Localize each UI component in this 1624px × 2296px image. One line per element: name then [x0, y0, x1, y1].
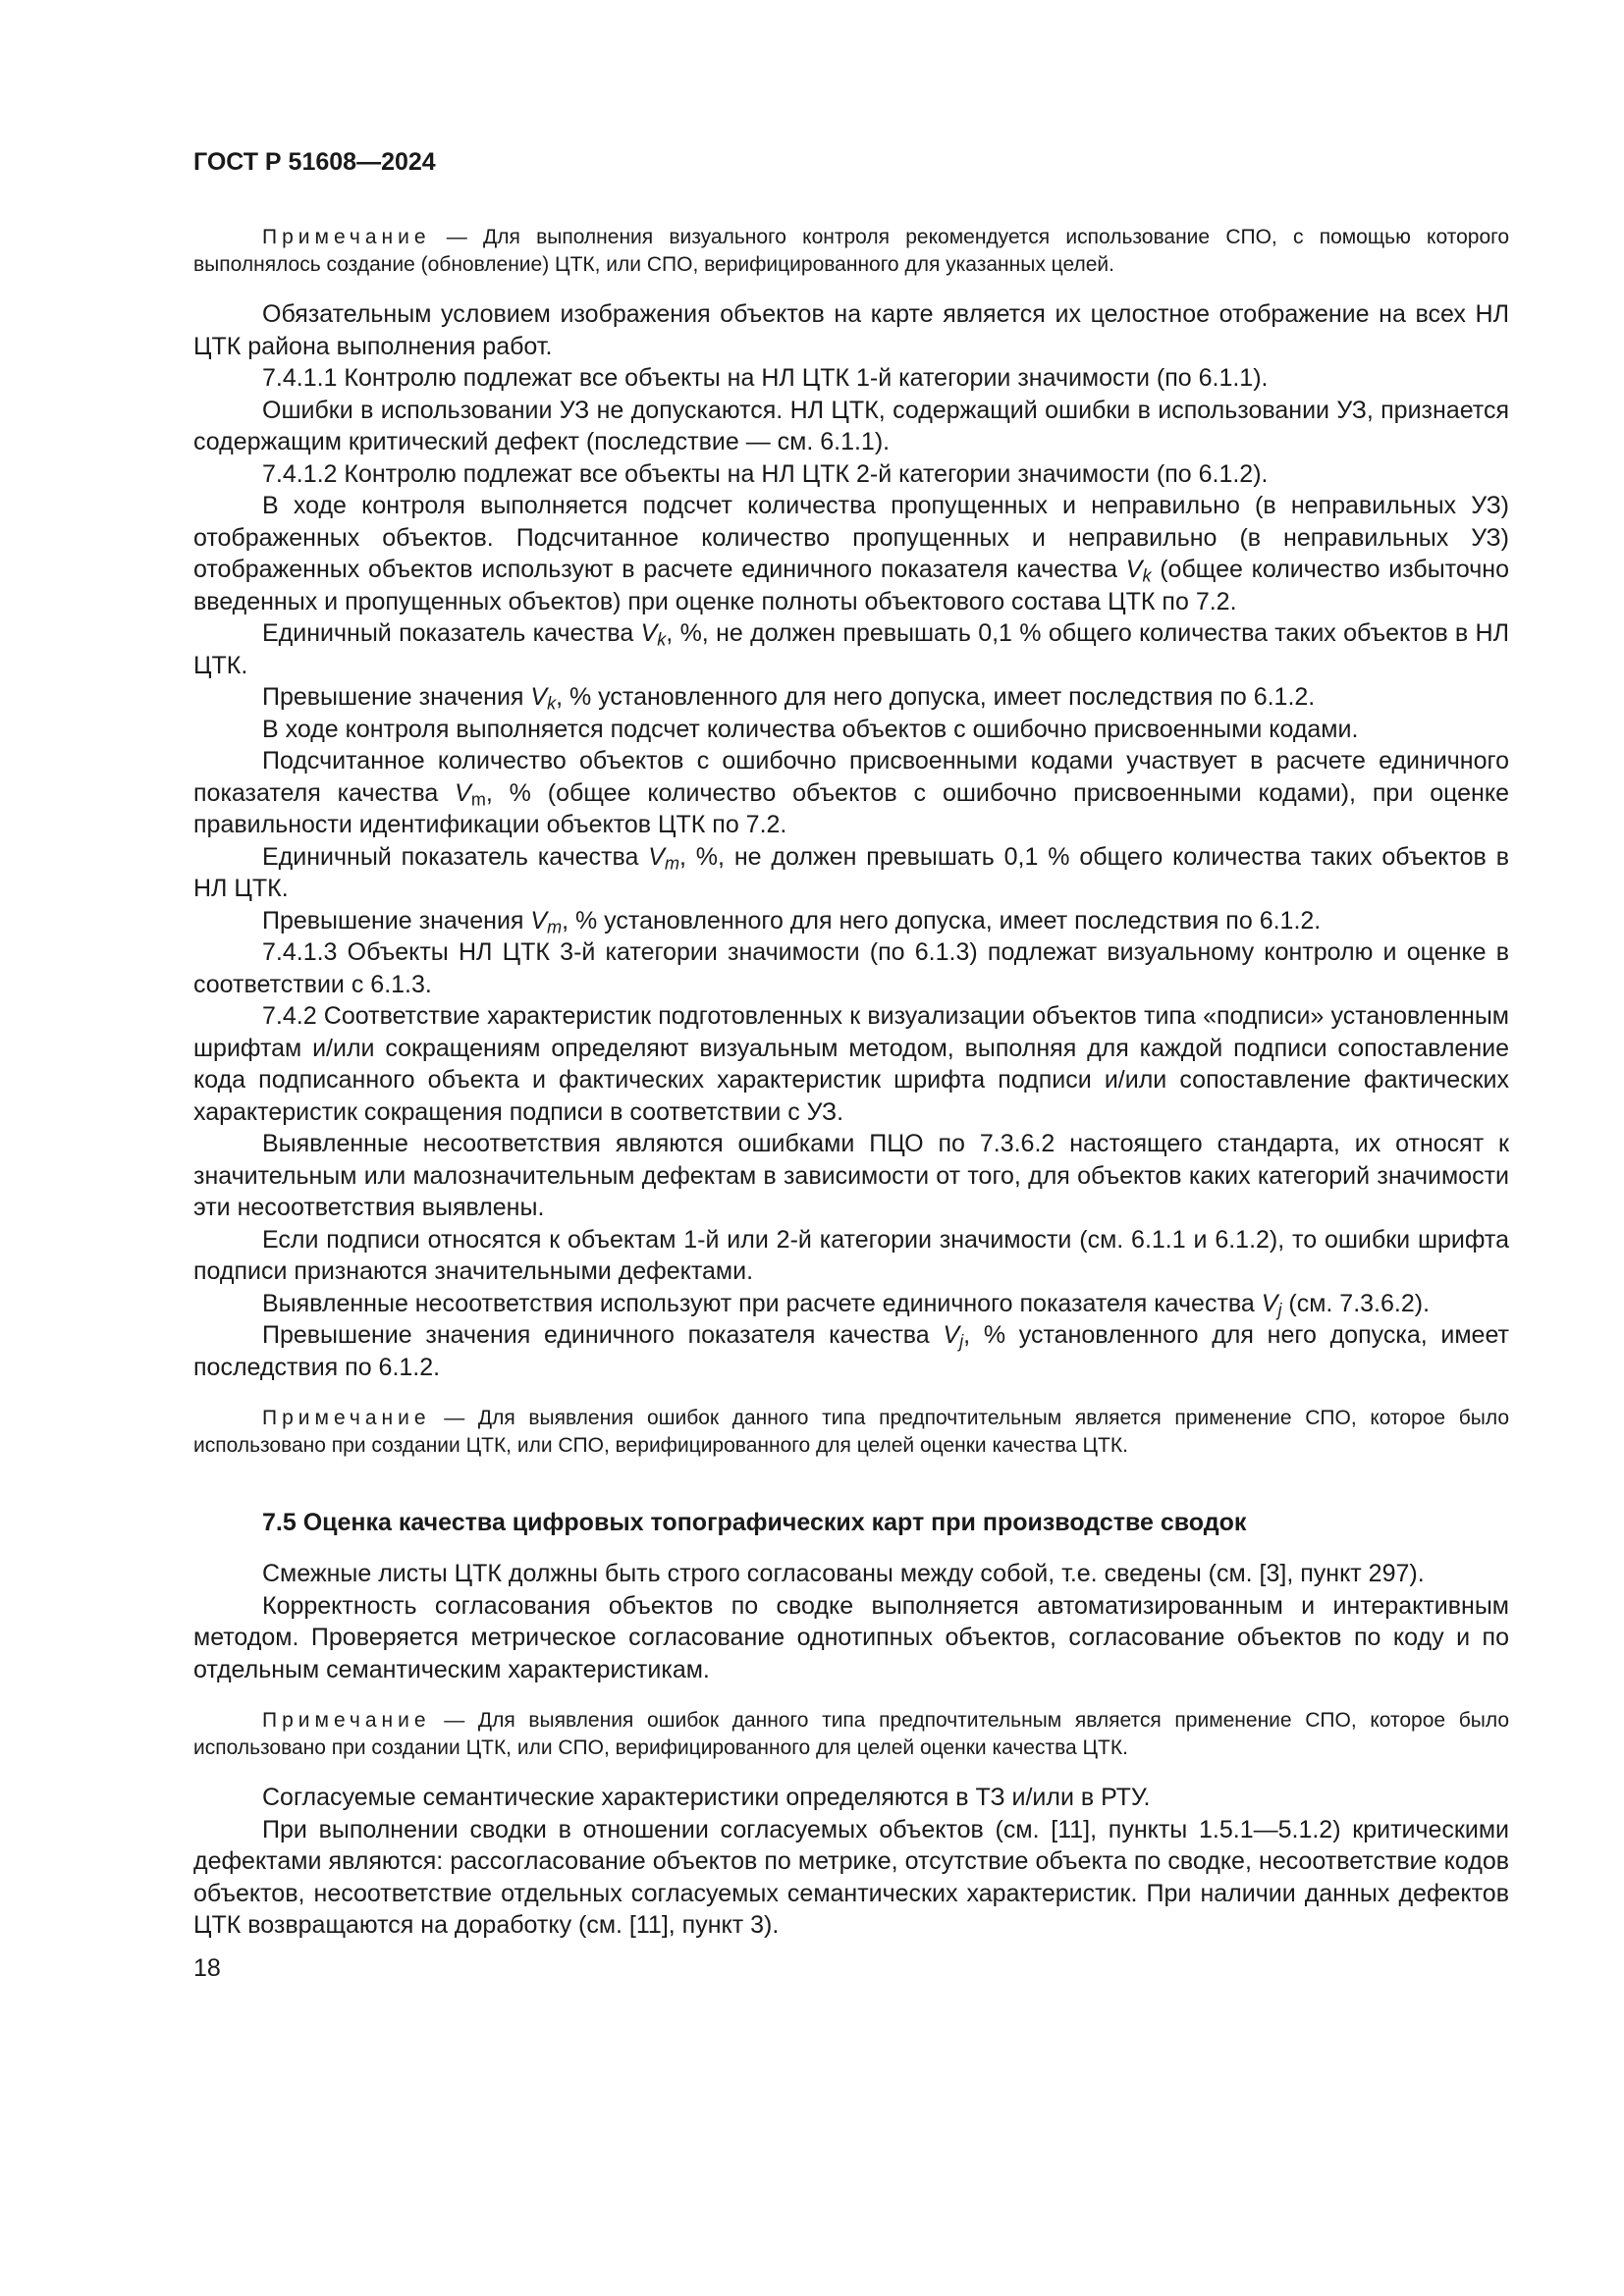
note-3-text: — Для выявления ошибок данного типа предпочтительным является применение СПО, которое было использовано при создании ЦТК, или СПО, верифицированного для целей оценки качества ЦТК.	[193, 1709, 1509, 1759]
paragraph: 7.4.1.2 Контролю подлежат все объекты на НЛ ЦТК 2-й категории значимости (по 6.1.2).	[262, 459, 1269, 488]
subscript-k: k	[657, 629, 667, 650]
paragraph: Смежные листы ЦТК должны быть строго согласованы между собой, т.е. сведены (см. [3], пункт 297).	[262, 1560, 1425, 1587]
note-1	[193, 224, 1509, 279]
paragraph: При выполнении сводки в отношении согласуемых объектов (см. [11], пункты 1.5.1—5.1.2) критическими дефектами являются: рассогласование объектов по метрике, отсутствие объекта по сводке, несоответствие кодов объектов, несоответствие отдельных согласуемых семантических характеристик. При наличии данных дефектов ЦТК возвращаются на доработку (см. [11], пункт 3).	[193, 1815, 1509, 1939]
subscript-k: k	[547, 693, 557, 714]
symbol-v: V	[640, 619, 658, 647]
paragraph: Корректность согласования объектов по сводке выполняется автоматизированным и интерактивным методом. Проверяется метрическое согласование однотипных объектов, согласование объектов по коду и по отдельным семантическим характеристикам.	[193, 1591, 1509, 1683]
paragraph-text: Подсчитанное количество объектов с ошибочно присвоенными кодами участвует в расчете единичного показателя качества	[193, 747, 1509, 807]
paragraph: 7.4.1.1 Контролю подлежат все объекты на НЛ ЦТК 1-й категории значимости (по 6.1.1).	[262, 364, 1269, 392]
subscript-j: j	[959, 1331, 964, 1352]
paragraph: Если подписи относятся к объектам 1-й или 2-й категории значимости (см. 6.1.1 и 6.1.2), то ошибки шрифта подписи признаются значительными дефектами.	[193, 1225, 1509, 1285]
subscript-m: m	[470, 789, 486, 809]
paragraph	[193, 745, 1509, 841]
paragraph-text: Превышение значения единичного показателя качества	[262, 1321, 944, 1349]
subscript-m: m	[664, 853, 679, 873]
subscript-k: k	[1142, 565, 1152, 586]
paragraph: Ошибки в использовании УЗ не допускаются. НЛ ЦТК, содержащий ошибки в использовании УЗ, признается содержащим критический дефект (последствие — см. 6.1.1).	[193, 396, 1509, 455]
paragraph	[193, 905, 1509, 937]
paragraph-text: , %, не должен превышать 0,1 % общего количества таких объектов в НЛ ЦТК.	[193, 842, 1509, 902]
paragraph-text: В ходе контроля выполняется подсчет количества пропущенных и неправильно (в неправильных УЗ) отображенных объектов. Подсчитанное количество пропущенных и неправильно (в неправильных УЗ) отображенных объектов используют в расчете единичного показателя качества	[193, 492, 1509, 583]
paragraph	[193, 1288, 1509, 1320]
subscript-m: m	[547, 917, 563, 936]
paragraph-text: Выявленные несоответствия используют при расчете единичного показателя качества	[262, 1289, 1262, 1317]
symbol-v: V	[530, 683, 548, 711]
paragraph: Согласуемые семантические характеристики определяются в ТЗ и/или в РТУ.	[262, 1784, 1151, 1811]
note-label: Примечание	[262, 226, 431, 248]
paragraph: 7.4.1.3 Объекты НЛ ЦТК 3-й категории значимости (по 6.1.3) подлежат визуальному контролю и оценке в соответствии с 6.1.3.	[193, 938, 1509, 998]
note-label: Примечание	[262, 1407, 431, 1429]
paragraph-text: Единичный показатель качества	[262, 619, 641, 647]
document-header: ГОСТ Р 51608—2024	[193, 148, 436, 176]
paragraph-text: Единичный показатель качества	[262, 842, 649, 871]
document-page	[193, 147, 1509, 1983]
note-3	[193, 1707, 1509, 1762]
symbol-v: V	[1261, 1289, 1278, 1317]
subscript-j: j	[1277, 1300, 1282, 1319]
section-title: 7.5 Оценка качества цифровых топографических карт при производстве сводок	[262, 1509, 1247, 1536]
note-2-text: — Для выявления ошибок данного типа предпочтительным является применение СПО, которое было использовано при создании ЦТК, или СПО, верифицированного для целей оценки качества ЦТК.	[193, 1407, 1509, 1457]
paragraph	[193, 1319, 1509, 1383]
paragraph-text: , % установленного для него допуска, имеет последствия по 6.1.2.	[556, 683, 1316, 711]
note-label: Примечание	[262, 1709, 431, 1732]
paragraph	[193, 617, 1509, 681]
symbol-v: V	[530, 906, 548, 934]
paragraph-text: (см. 7.3.6.2).	[1281, 1289, 1431, 1317]
symbol-v: V	[943, 1321, 960, 1349]
paragraph-text: , % установленного для него допуска, имеет последствия по 6.1.2.	[193, 1321, 1509, 1381]
paragraph	[193, 681, 1509, 714]
paragraph: Выявленные несоответствия являются ошибками ПЦО по 7.3.6.2 настоящего стандарта, их относят к значительным или малозначительным дефектам в зависимости от того, для объектов каких категорий значимости эти несоответствия выявлены.	[193, 1130, 1509, 1221]
paragraph	[193, 490, 1509, 617]
paragraph-text: (общее количество избыточно введенных и пропущенных объектов) при оценке полноты объектового состава ЦТК по 7.2.	[193, 556, 1509, 615]
paragraph-text: , % (общее количество объектов с ошибочно присвоенными кодами), при оценке правильности идентификации объектов ЦТК по 7.2.	[193, 778, 1509, 838]
symbol-v: V	[455, 778, 471, 807]
paragraph: 7.4.2 Соответствие характеристик подготовленных к визуализации объектов типа «подписи» установленным шрифтам и/или сокращениям определяют визуальным методом, выполняя для каждой подписи сопоставление кода подписанного объекта и фактических характеристик шрифта подписи и/или сопоставление фактических характеристик сокращения подписи в соответствии с УЗ.	[193, 1002, 1509, 1126]
paragraph: Обязательным условием изображения объектов на карте является их целостное отображение на всех НЛ ЦТК района выполнения работ.	[193, 300, 1509, 360]
note-1-text: — Для выполнения визуального контроля рекомендуется использование СПО, с помощью которого выполнялось создание (обновление) ЦТК, или СПО, верифицированного для указанных целей.	[193, 226, 1509, 276]
symbol-v: V	[648, 842, 665, 871]
paragraph-text: , %, не должен превышать 0,1 % общего количества таких объектов в НЛ ЦТК.	[193, 619, 1509, 679]
paragraph-text: , % установленного для него допуска, имеет последствия по 6.1.2.	[562, 906, 1322, 934]
paragraph-text: Превышение значения	[262, 906, 531, 934]
symbol-v: V	[1125, 556, 1143, 583]
paragraph-text: Превышение значения	[262, 683, 531, 711]
paragraph: В ходе контроля выполняется подсчет количества объектов с ошибочно присвоенными кодами.	[262, 715, 1359, 743]
page-number: 18	[193, 1953, 221, 1982]
paragraph	[193, 841, 1509, 905]
note-2	[193, 1405, 1509, 1460]
